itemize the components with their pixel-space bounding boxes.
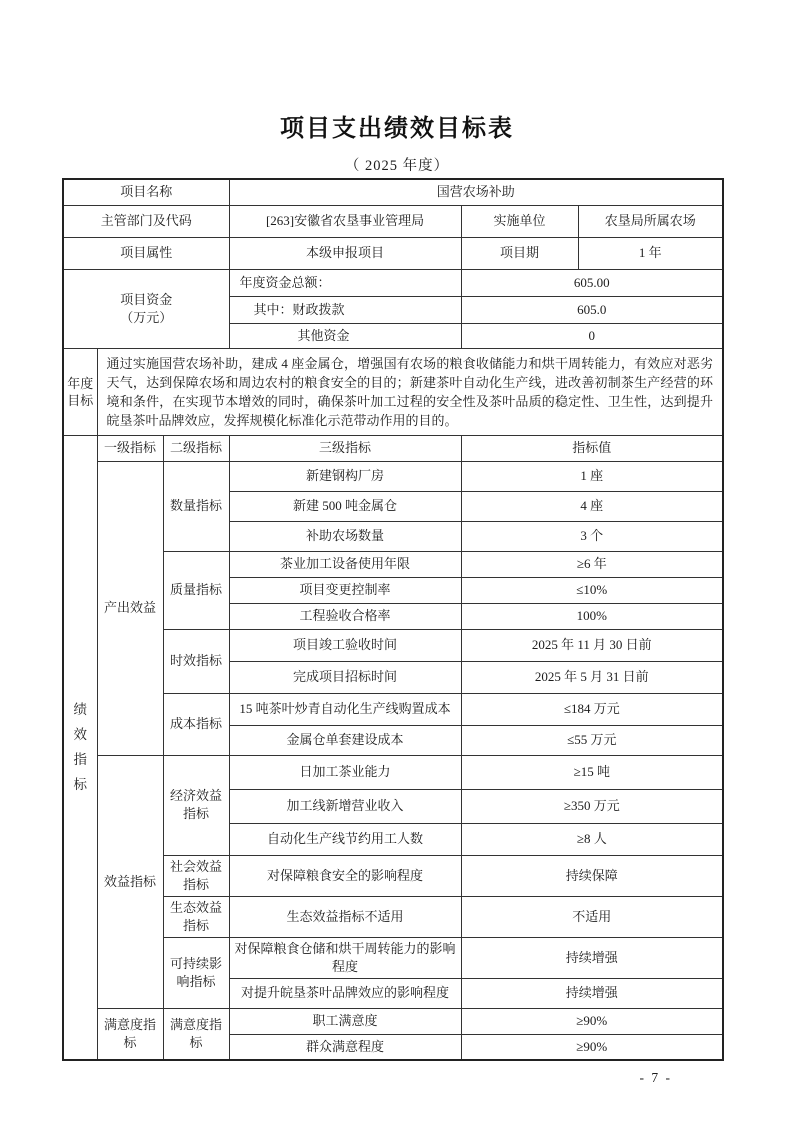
level2-cost-cell: 成本指标 bbox=[163, 693, 229, 755]
indicator-value-cell: ≥8 人 bbox=[461, 823, 723, 855]
annual-goal-row bbox=[63, 348, 723, 435]
indicator-row bbox=[63, 461, 723, 491]
project-name-value-cell: 国营农场补助 bbox=[229, 179, 723, 205]
indicator-name-cell: 自动化生产线节约用工人数 bbox=[229, 823, 461, 855]
header-level1-cell: 一级指标 bbox=[97, 435, 163, 461]
attr-label-cell: 项目属性 bbox=[63, 237, 229, 269]
page-number: - 7 - bbox=[639, 1070, 672, 1085]
indicator-value-cell: 3 个 bbox=[461, 521, 723, 551]
annual-goal-text-cell: 通过实施国营农场补助，建成 4 座金属仓，增强国有农场的粮食收储能力和烘干周转能力，有效应对恶劣天气，达到保障农场和周边农村的粮食安全的目的；新建茶叶自动化生产线，进改善初制茶生产经营的环境和条件，在实现节本增效的同时，确保茶叶加工过程的安全性及茶叶品质的稳定性、卫生性，达到提升皖垦茶叶品牌效应，发挥规模化标准化示范带动作用的目的。 bbox=[97, 348, 723, 435]
impl-unit-label-cell: 实施单位 bbox=[461, 205, 578, 237]
indicator-value-cell: 持续保障 bbox=[461, 855, 723, 896]
indicator-value-cell: ≥15 吨 bbox=[461, 755, 723, 789]
impl-unit-value-cell: 农垦局所属农场 bbox=[578, 205, 723, 237]
level1-satisfaction-cell: 满意度指标 bbox=[97, 1008, 163, 1060]
indicator-name-cell: 茶业加工设备使用年限 bbox=[229, 551, 461, 577]
level2-sustainable-cell: 可持续影响指标 bbox=[163, 937, 229, 1008]
indicator-value-cell: ≥350 万元 bbox=[461, 789, 723, 823]
period-value-cell: 1 年 bbox=[578, 237, 723, 269]
funding-sub-label-cell: 其中：财政拨款 bbox=[229, 296, 461, 323]
header-value-cell: 指标值 bbox=[461, 435, 723, 461]
header-level2-cell: 二级指标 bbox=[163, 435, 229, 461]
funding-sub-label-cell: 年度资金总额： bbox=[229, 269, 461, 296]
funding-label-cell bbox=[63, 269, 229, 348]
header-level3-cell: 三级指标 bbox=[229, 435, 461, 461]
indicator-value-cell: ≤184 万元 bbox=[461, 693, 723, 725]
level2-timeliness-cell: 时效指标 bbox=[163, 629, 229, 693]
indicator-name-cell: 新建 500 吨金属仓 bbox=[229, 491, 461, 521]
page-title: 项目支出绩效目标表 bbox=[280, 115, 514, 142]
indicator-value-cell: 4 座 bbox=[461, 491, 723, 521]
indicator-name-cell: 补助农场数量 bbox=[229, 521, 461, 551]
indicator-value-cell: ≤55 万元 bbox=[461, 725, 723, 755]
project-name-row bbox=[63, 179, 723, 205]
indicator-value-cell: ≤10% bbox=[461, 577, 723, 603]
indicator-value-cell: ≥90% bbox=[461, 1008, 723, 1034]
funding-value-cell: 605.00 bbox=[461, 269, 723, 296]
funding-value-cell: 605.0 bbox=[461, 296, 723, 323]
indicator-name-cell: 金属仓单套建设成本 bbox=[229, 725, 461, 755]
funding-label-line1: 项目资金 bbox=[120, 291, 173, 307]
indicator-name-cell: 工程验收合格率 bbox=[229, 603, 461, 629]
indicator-name-cell: 加工线新增营业收入 bbox=[229, 789, 461, 823]
indicator-name-cell: 对保障粮食安全的影响程度 bbox=[229, 855, 461, 896]
indicator-row bbox=[63, 1008, 723, 1034]
indicator-value-cell: 1 座 bbox=[461, 461, 723, 491]
page-subtitle: （ 2025 年度） bbox=[344, 158, 450, 174]
performance-side-label-cell bbox=[63, 435, 97, 1060]
level1-output-cell: 产出效益 bbox=[97, 461, 163, 755]
level2-economic-cell: 经济效益指标 bbox=[163, 755, 229, 855]
indicator-name-cell: 生态效益指标不适用 bbox=[229, 896, 461, 937]
funding-row bbox=[63, 269, 723, 296]
level2-satisfaction-cell: 满意度指标 bbox=[163, 1008, 229, 1060]
indicator-value-cell: 持续增强 bbox=[461, 937, 723, 978]
funding-value-cell: 0 bbox=[461, 323, 723, 348]
dept-row bbox=[63, 205, 723, 237]
indicator-value-cell: 不适用 bbox=[461, 896, 723, 937]
attr-value-cell: 本级申报项目 bbox=[229, 237, 461, 269]
attr-row bbox=[63, 237, 723, 269]
performance-target-table bbox=[62, 178, 724, 1061]
indicator-value-cell: 持续增强 bbox=[461, 978, 723, 1008]
level2-social-cell: 社会效益指标 bbox=[163, 855, 229, 896]
level1-benefit-cell: 效益指标 bbox=[97, 755, 163, 1008]
indicator-name-cell: 职工满意度 bbox=[229, 1008, 461, 1034]
indicator-name-cell: 完成项目招标时间 bbox=[229, 661, 461, 693]
indicator-value-cell: 2025 年 5 月 31 日前 bbox=[461, 661, 723, 693]
annual-goal-label-cell: 年度目标 bbox=[63, 348, 97, 435]
indicator-value-cell: ≥90% bbox=[461, 1034, 723, 1060]
project-name-label-cell: 项目名称 bbox=[63, 179, 229, 205]
dept-value-cell: [263]安徽省农垦事业管理局 bbox=[229, 205, 461, 237]
indicator-name-cell: 日加工茶业能力 bbox=[229, 755, 461, 789]
indicator-value-cell: 2025 年 11 月 30 日前 bbox=[461, 629, 723, 661]
indicator-name-cell: 项目竣工验收时间 bbox=[229, 629, 461, 661]
funding-sub-label-cell: 其他资金 bbox=[229, 323, 461, 348]
level2-ecological-cell: 生态效益指标 bbox=[163, 896, 229, 937]
funding-label-line2: （万元） bbox=[120, 309, 173, 325]
indicator-name-cell: 群众满意程度 bbox=[229, 1034, 461, 1060]
level2-quality-cell: 质量指标 bbox=[163, 551, 229, 629]
indicator-value-cell: 100% bbox=[461, 603, 723, 629]
dept-label-cell: 主管部门及代码 bbox=[63, 205, 229, 237]
level2-quantity-cell: 数量指标 bbox=[163, 461, 229, 551]
indicator-row bbox=[63, 755, 723, 789]
indicator-name-cell: 对保障粮食仓储和烘干周转能力的影响程度 bbox=[229, 937, 461, 978]
performance-side-label: 绩效指标 bbox=[73, 702, 87, 793]
indicator-name-cell: 项目变更控制率 bbox=[229, 577, 461, 603]
period-label-cell: 项目期 bbox=[461, 237, 578, 269]
indicator-name-cell: 新建钢构厂房 bbox=[229, 461, 461, 491]
indicator-value-cell: ≥6 年 bbox=[461, 551, 723, 577]
indicator-name-cell: 15 吨茶叶炒青自动化生产线购置成本 bbox=[229, 693, 461, 725]
indicator-header-row bbox=[63, 435, 723, 461]
indicator-name-cell: 对提升皖垦茶叶品牌效应的影响程度 bbox=[229, 978, 461, 1008]
